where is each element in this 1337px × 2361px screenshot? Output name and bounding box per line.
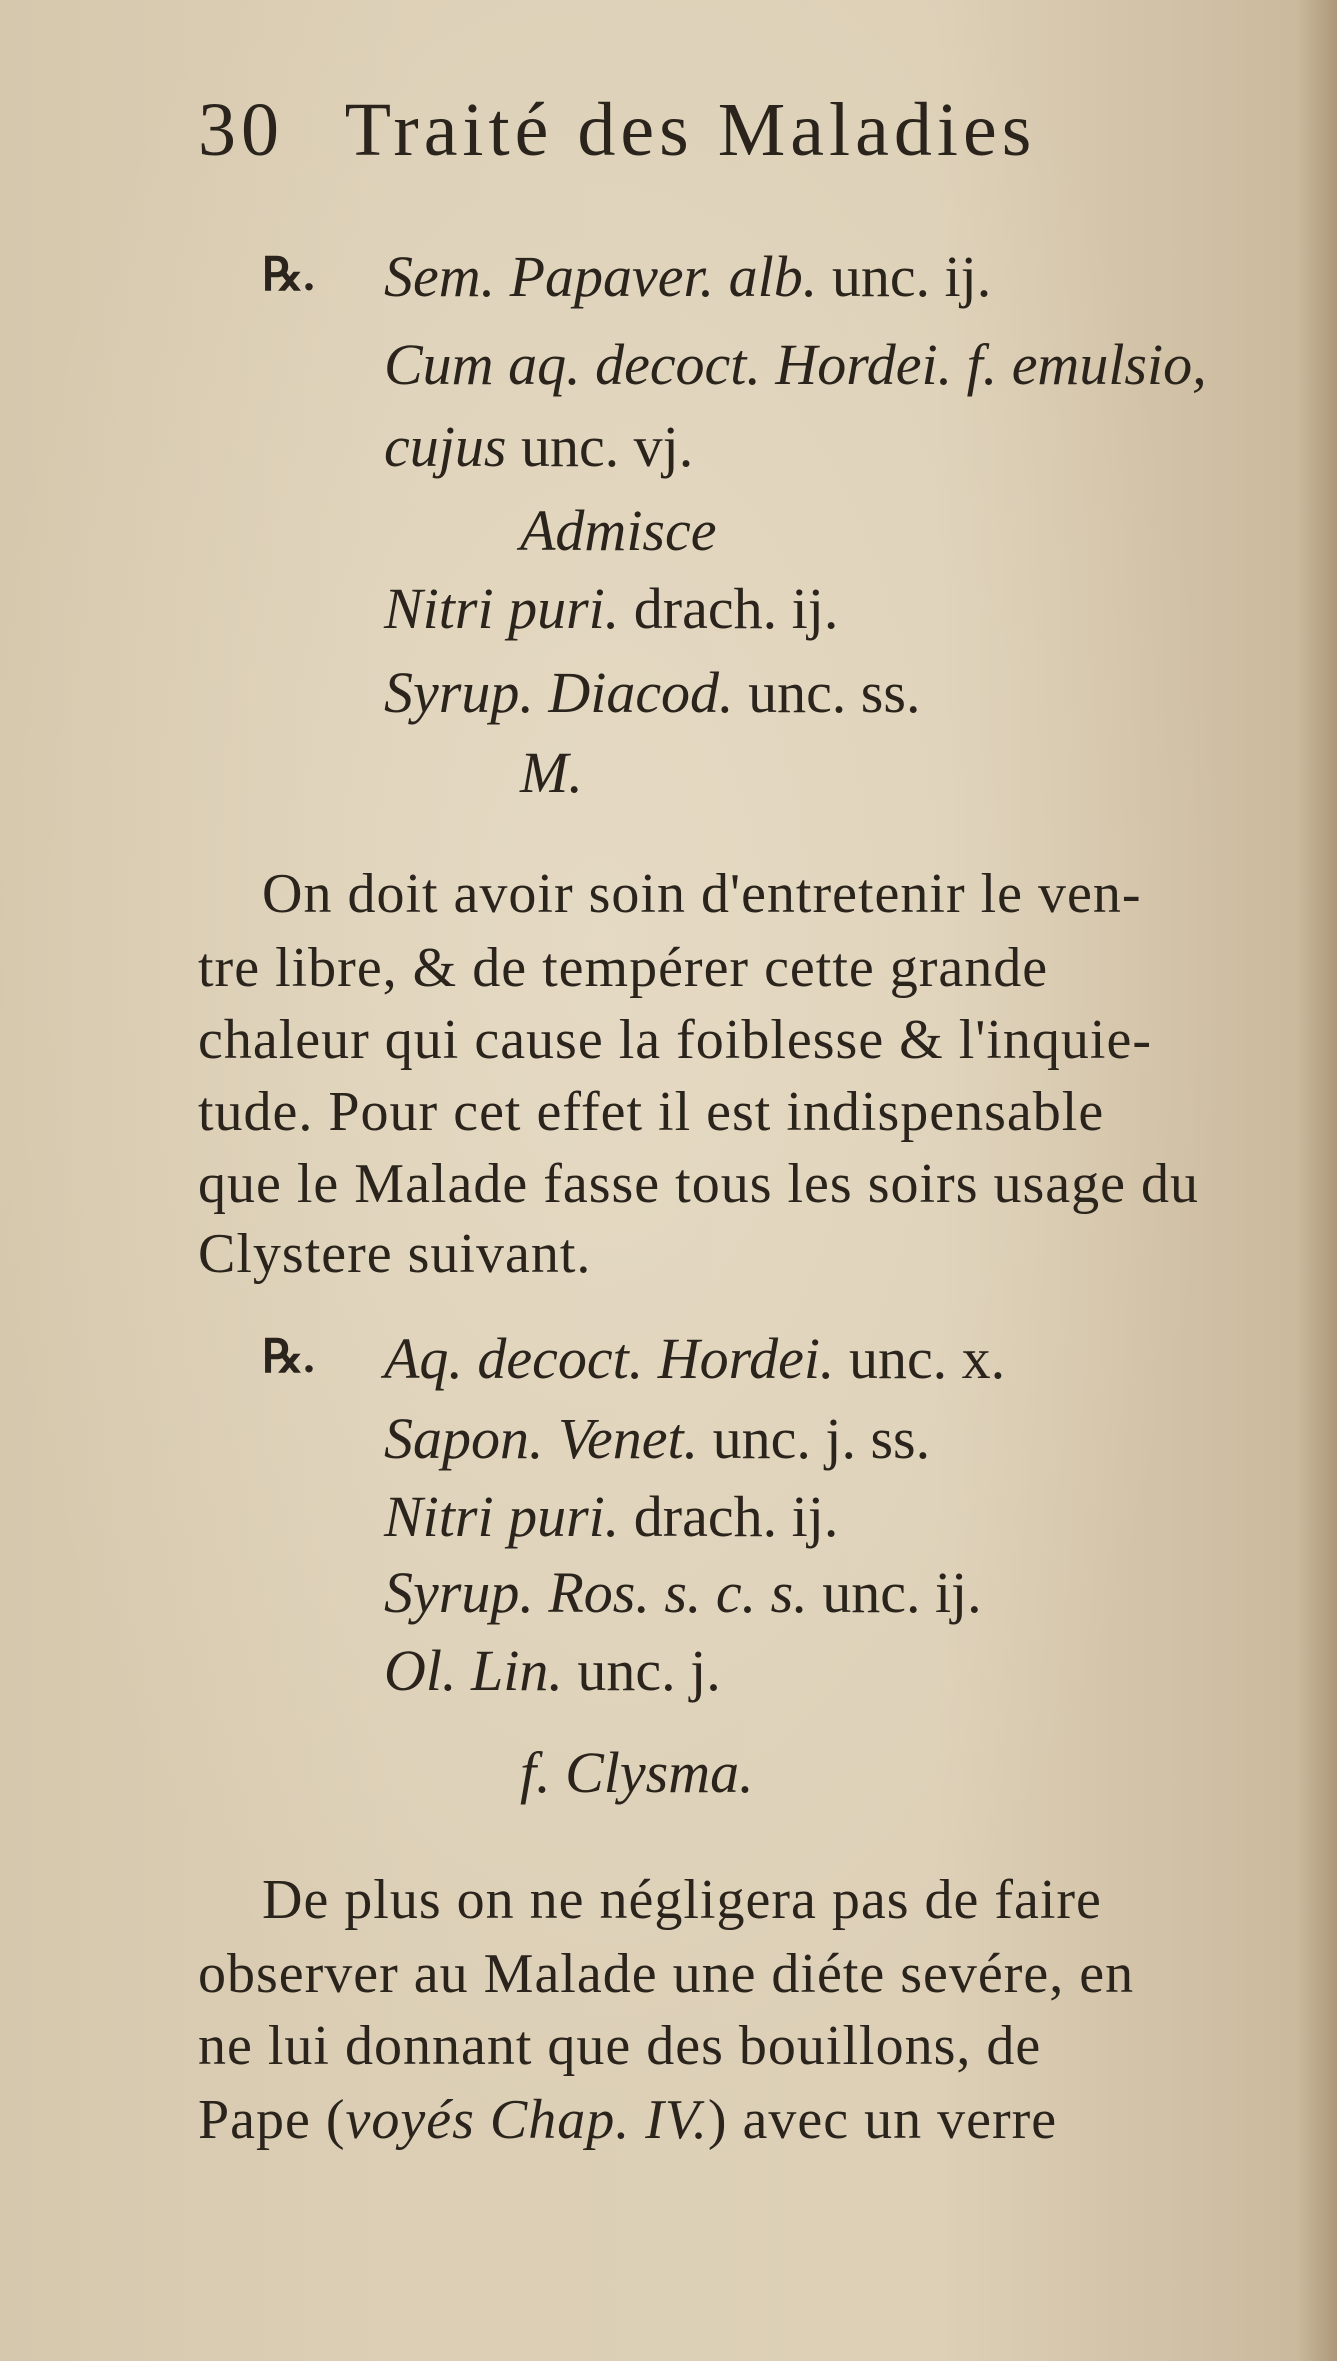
text-segment: ) avec un verre <box>707 2089 1058 2151</box>
recipe-symbol: ℞. <box>262 249 315 300</box>
prescription-line <box>384 1638 721 1703</box>
page-number: 30 <box>198 88 284 172</box>
dose: drach. ij. <box>619 1484 839 1549</box>
latin-ingredient: cujus <box>384 414 507 479</box>
paragraph-line: On doit avoir soin d'entretenir le ven- <box>262 863 1142 925</box>
cross-reference: voyés Chap. IV. <box>345 2089 708 2151</box>
latin-ingredient: Syrup. Diacod. <box>384 660 734 725</box>
running-header <box>198 88 1037 172</box>
latin-ingredient: Sapon. Venet. <box>384 1406 699 1471</box>
latin-ingredient: Cum aq. decoct. Hordei. f. emulsio, <box>384 332 1207 397</box>
latin-ingredient: Ol. Lin. <box>384 1638 563 1703</box>
latin-ingredient: Nitri puri. <box>384 576 620 641</box>
dose: unc. j. <box>562 1638 721 1703</box>
dose: unc. x. <box>834 1326 1006 1391</box>
dose: unc. ij. <box>817 244 992 309</box>
prescription-line <box>384 660 921 725</box>
latin-instruction: f. Clysma. <box>520 1740 754 1805</box>
latin-ingredient: Aq. decoct. Hordei. <box>384 1326 835 1391</box>
paragraph-line: que le Malade fasse tous les soirs usage du <box>198 1153 1199 1215</box>
paragraph-line: tre libre, & de tempérer cette grande <box>198 937 1049 999</box>
latin-ingredient: Sem. Papaver. alb. <box>384 244 818 309</box>
paragraph-line <box>198 2089 1058 2151</box>
prescription-line <box>384 244 992 309</box>
paragraph-line: ne lui donnant que des bouillons, de <box>198 2015 1042 2077</box>
dose: unc. j. ss. <box>698 1406 931 1471</box>
latin-ingredient: Syrup. Ros. s. c. s. <box>384 1560 808 1625</box>
prescription-line <box>384 1484 839 1549</box>
prescription-line <box>384 1326 1006 1391</box>
latin-instruction: Admisce <box>520 498 717 563</box>
dose: unc. vj. <box>506 414 694 479</box>
prescription-line <box>520 498 717 563</box>
prescription-line <box>520 740 583 805</box>
prescription-line <box>384 576 839 641</box>
prescription-line <box>384 1406 931 1471</box>
running-title: Traité des Maladies <box>344 88 1037 172</box>
prescription-line <box>384 332 1207 397</box>
latin-ingredient: Nitri puri. <box>384 1484 620 1549</box>
recipe-symbol: ℞. <box>262 1331 315 1382</box>
text-segment: Pape ( <box>198 2089 346 2151</box>
prescription-line <box>384 414 694 479</box>
dose: unc. ij. <box>807 1560 982 1625</box>
paragraph-line: Clystere suivant. <box>198 1223 592 1285</box>
dose: unc. ss. <box>733 660 921 725</box>
paragraph-line: observer au Malade une diéte sevére, en <box>198 1943 1135 2005</box>
prescription-line <box>520 1740 754 1805</box>
dose: drach. ij. <box>619 576 839 641</box>
paragraph-line: tude. Pour cet effet il est indispensable <box>198 1081 1105 1143</box>
paragraph-line: chaleur qui cause la foiblesse & l'inquie- <box>198 1009 1152 1071</box>
page-edge-shadow <box>1297 0 1337 2361</box>
prescription-line <box>384 1560 982 1625</box>
latin-instruction: M. <box>520 740 583 805</box>
paragraph-line: De plus on ne négligera pas de faire <box>262 1869 1102 1931</box>
